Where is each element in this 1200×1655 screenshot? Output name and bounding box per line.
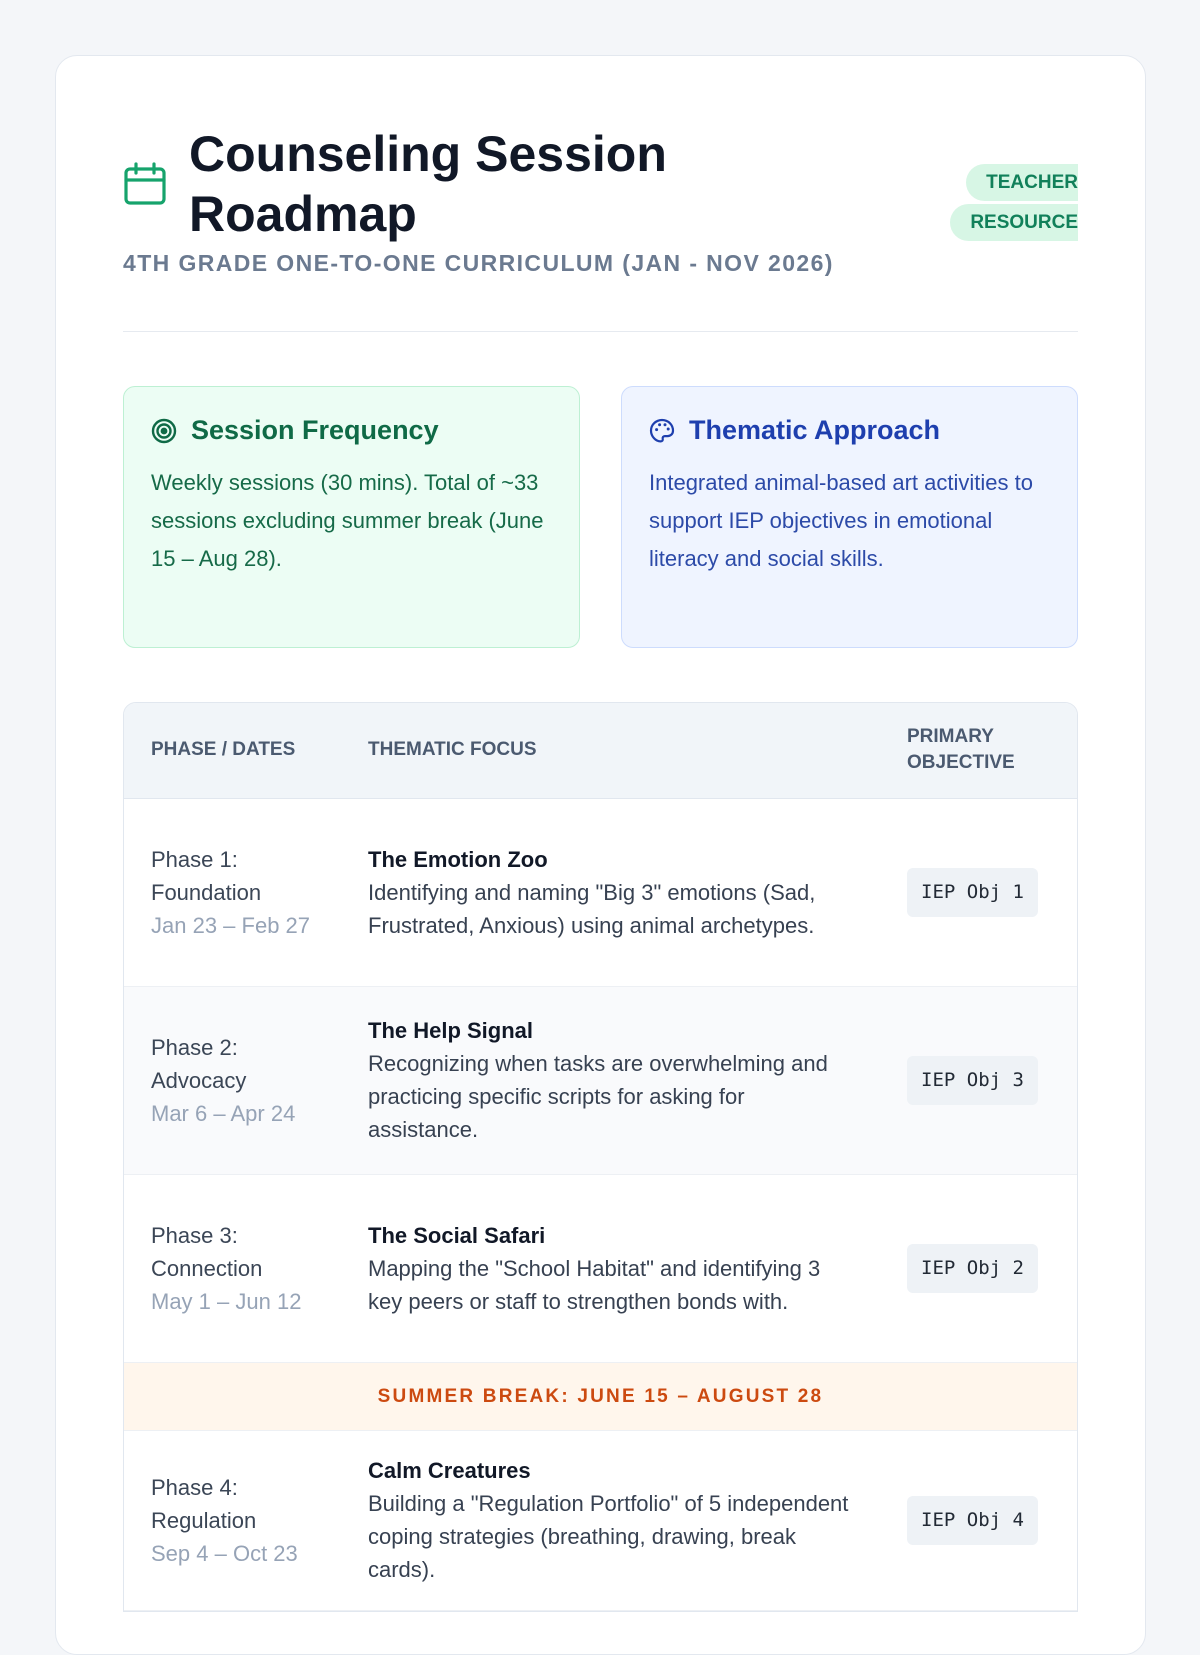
table-row xyxy=(124,1430,1077,1610)
focus-description: Mapping the "School Habitat" and identifying 3 key peers or staff to strengthen bonds with. xyxy=(368,1255,821,1314)
objective-tag: IEP Obj 2 xyxy=(907,1244,1038,1293)
phase-cell xyxy=(124,986,341,1174)
info-card-title: Thematic Approach xyxy=(689,415,941,445)
info-cards xyxy=(123,386,1078,648)
focus-title: The Social Safari xyxy=(368,1222,546,1248)
calendar-icon xyxy=(123,162,167,206)
phase-name: Phase 3: Connection xyxy=(151,1222,263,1281)
phase-dates: Mar 6 – Apr 24 xyxy=(151,1100,296,1126)
phase-cell xyxy=(124,798,341,986)
objective-cell xyxy=(880,986,1077,1174)
phase-dates: Sep 4 – Oct 23 xyxy=(151,1540,298,1566)
phase-dates: Jan 23 – Feb 27 xyxy=(151,912,311,938)
info-card-text: Weekly sessions (30 mins). Total of ~33 sessions excluding summer break (June 15 – Aug 28). xyxy=(151,470,544,571)
table-row xyxy=(124,986,1077,1174)
phase-dates: May 1 – Jun 12 xyxy=(151,1288,302,1314)
column-header-objective: PRIMARY OBJECTIVE xyxy=(880,703,1077,798)
info-card-title: Session Frequency xyxy=(191,415,439,445)
roadmap-card xyxy=(55,55,1146,1655)
session-frequency-card xyxy=(123,386,580,648)
focus-cell xyxy=(341,986,880,1174)
column-header-focus: THEMATIC FOCUS xyxy=(341,703,880,798)
objective-tag: IEP Obj 4 xyxy=(907,1496,1038,1545)
table-row xyxy=(124,798,1077,986)
status-badge xyxy=(948,163,1078,243)
info-card-text: Integrated animal-based art activities to support IEP objectives in emotional literacy and social skills. xyxy=(649,470,1033,571)
thematic-approach-card xyxy=(621,386,1078,648)
focus-cell xyxy=(341,1174,880,1362)
focus-description: Recognizing when tasks are overwhelming and practicing specific scripts for asking for assistance. xyxy=(368,1051,828,1142)
table-header-row xyxy=(124,703,1077,798)
palette-icon xyxy=(649,418,675,444)
target-icon xyxy=(151,418,177,444)
page-subtitle: 4TH GRADE ONE-TO-ONE CURRICULUM (JAN - NOV 2026) xyxy=(123,250,834,276)
focus-description: Building a "Regulation Portfolio" of 5 independent coping strategies (breathing, drawing, break cards). xyxy=(368,1491,849,1582)
phase-name: Phase 2: Advocacy xyxy=(151,1034,247,1093)
objective-cell xyxy=(880,1174,1077,1362)
phase-name: Phase 1: Foundation xyxy=(151,846,262,905)
focus-description: Identifying and naming "Big 3" emotions (Sad, Frustrated, Anxious) using animal archetypes. xyxy=(368,879,816,938)
phase-name: Phase 4: Regulation xyxy=(151,1474,257,1533)
summer-break-label: SUMMER BREAK: JUNE 15 – AUGUST 28 xyxy=(124,1362,1077,1430)
column-header-phase: PHASE / DATES xyxy=(124,703,341,798)
focus-title: The Help Signal xyxy=(368,1018,534,1043)
phase-cell xyxy=(124,1430,341,1610)
page-title: Counseling Session Roadmap xyxy=(189,126,667,242)
focus-title: Calm Creatures xyxy=(368,1458,531,1483)
objective-tag: IEP Obj 1 xyxy=(907,868,1038,917)
summer-break-row xyxy=(124,1362,1077,1430)
badge-label: TEACHER RESOURCE xyxy=(950,164,1078,241)
page-header xyxy=(123,124,1078,332)
objective-cell xyxy=(880,798,1077,986)
focus-cell xyxy=(341,798,880,986)
table-row xyxy=(124,1174,1077,1362)
objective-cell xyxy=(880,1430,1077,1610)
focus-cell xyxy=(341,1430,880,1610)
phase-cell xyxy=(124,1174,341,1362)
roadmap-table xyxy=(123,702,1078,1612)
objective-tag: IEP Obj 3 xyxy=(907,1056,1038,1105)
focus-title: The Emotion Zoo xyxy=(368,846,548,872)
